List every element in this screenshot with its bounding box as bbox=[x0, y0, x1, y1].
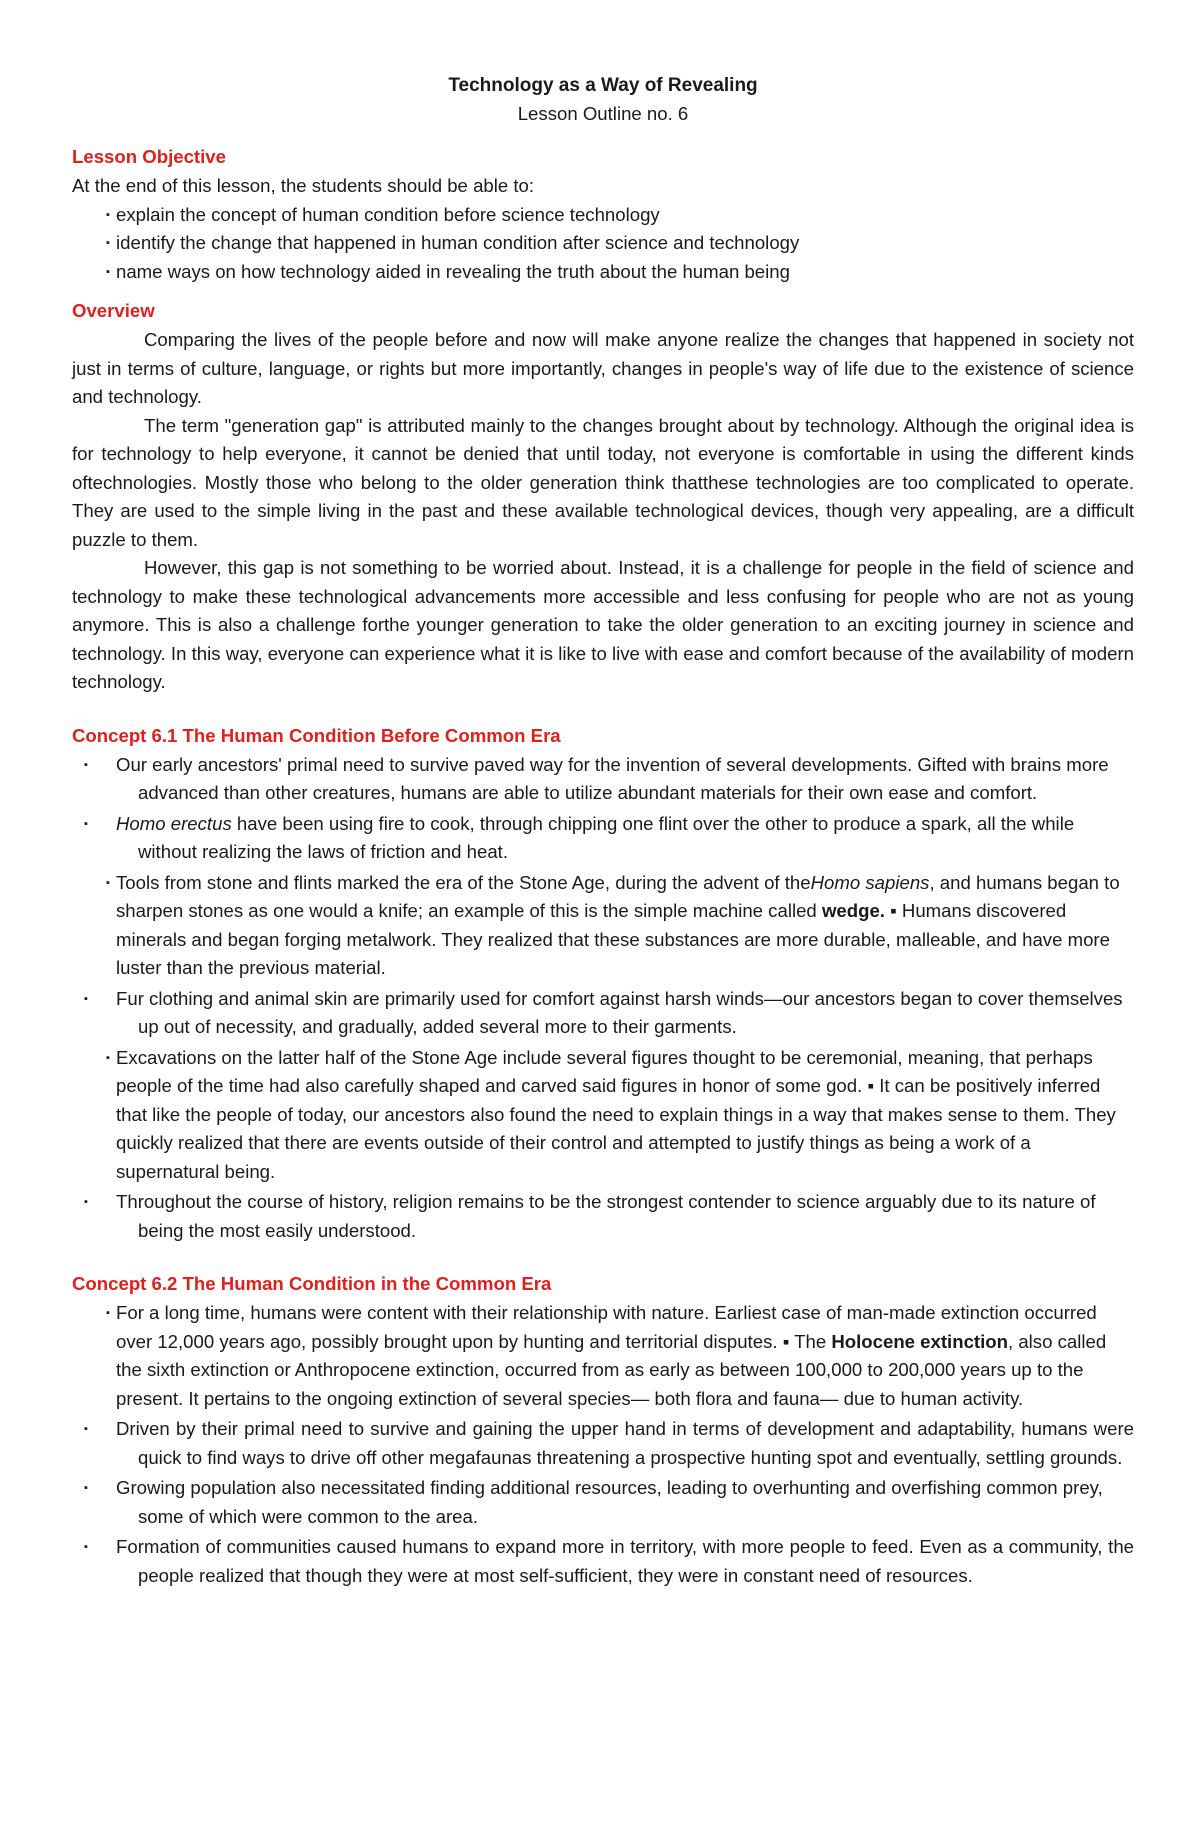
item-text: ▪ Humans discovered minerals and began forging metalwork. They realized that these substances are more durable, malleable, and have more luster than the previous material. bbox=[116, 900, 1110, 978]
overview-heading: Overview bbox=[72, 300, 155, 321]
objective-intro: At the end of this lesson, the students should be able to: bbox=[72, 175, 535, 196]
concept-6-2-list bbox=[72, 1299, 1134, 1590]
objective-item: ▪ name ways on how technology aided in revealing the truth about the human being bbox=[106, 258, 1134, 287]
concept-6-1-item: ▪ Throughout the course of history, religion remains to be the strongest contender to science arguably due to its nature of being the most easily understood. bbox=[106, 1188, 1134, 1245]
concept-6-2-item bbox=[106, 1299, 1134, 1413]
item-text: Tools from stone and flints marked the era of the Stone Age, during the advent of the bbox=[116, 871, 811, 893]
concept-6-2-item: ▪ Driven by their primal need to survive and gaining the upper hand in terms of development and adaptability, humans were quick to find ways to drive off other megafaunas threatening a prospective hunting spot and eventually, settling grounds. bbox=[106, 1415, 1134, 1472]
key-term: Holocene extinction bbox=[831, 1330, 1008, 1352]
document-subtitle: Lesson Outline no. 6 bbox=[517, 103, 689, 124]
species-name: Homo sapiens bbox=[810, 871, 930, 893]
concept-6-1-item: ▪ Our early ancestors' primal need to survive paved way for the invention of several developments. Gifted with brains more advanced than other creatures, humans are able to utilize abundant materials for their own ease and comfort. bbox=[106, 751, 1134, 808]
objective-list bbox=[72, 201, 1134, 287]
key-term: wedge. bbox=[821, 900, 885, 921]
item-text: For a long time, humans were content with their relationship with nature. Earliest case of man-made extinction occurred over 12,000 years ago, possibly brought upon by hunting and territorial disputes. ▪ The bbox=[116, 1302, 1097, 1352]
item-text: , and humans began to sharpen stones as one would a knife; an example of this is the simple machine called bbox=[116, 871, 1120, 921]
objective-item: ▪ explain the concept of human condition before science technology bbox=[106, 201, 1134, 230]
concept-6-1-list bbox=[72, 751, 1134, 1246]
objective-item: ▪ identify the change that happened in human condition after science and technology bbox=[106, 229, 1134, 258]
concept-6-2-item: ▪ Formation of communities caused humans to expand more in territory, with more people to feed. Even as a community, the people realized that though they were at most self-sufficient, they were in constant need of resources. bbox=[106, 1533, 1134, 1590]
concept-6-2-item: ▪ Growing population also necessitated finding additional resources, leading to overhunting and overfishing common prey, some of which were common to the area. bbox=[106, 1474, 1134, 1531]
concept-6-1-item: ▪ Fur clothing and animal skin are primarily used for comfort against harsh winds—our ancestors began to cover themselves up out of necessity, and gradually, added several more to their garments. bbox=[106, 985, 1134, 1042]
species-name: Homo erectus bbox=[116, 812, 232, 834]
overview-paragraph: Comparing the lives of the people before and now will make anyone realize the changes that happened in society not just in terms of culture, language, or rights but more importantly, changes in people's way of life due to the existence of science and technology. bbox=[72, 329, 1134, 407]
overview-paragraph: The term "generation gap" is attributed mainly to the changes brought about by technology. Although the original idea is for technology to help everyone, it cannot be denied that until today, not everyone is comfortable in using the different kinds oftechnologies. Mostly those who belong to the older generation think thatthese technologies are too complicated to operate. They are used to the simple living in the past and these available technological devices, though very appealing, are a difficult puzzle to them. bbox=[72, 414, 1134, 550]
item-text: , also called the sixth extinction or Anthropocene extinction, occurred from as early as between 100,000 to 200,000 years up to the present. It pertains to the ongoing extinction of several species— both flora and fauna— due to human activity. bbox=[116, 1330, 1107, 1409]
overview-paragraph: However, this gap is not something to be worried about. Instead, it is a challenge for people in the field of science and technology to make these technological advancements more accessible and less confusing for people who are not as young anymore. This is also a challenge forthe younger generation to take the older generation to an exciting journey in science and technology. In this way, everyone can experience what it is like to live with ease and comfort because of the availability of modern technology. bbox=[72, 557, 1134, 692]
concept-6-1-item bbox=[106, 810, 1134, 867]
document-title: Technology as a Way of Revealing bbox=[448, 75, 758, 96]
lesson-objective-heading: Lesson Objective bbox=[72, 146, 226, 167]
concept-6-2-heading: Concept 6.2 The Human Condition in the Common Era bbox=[72, 1273, 552, 1294]
concept-6-1-heading: Concept 6.1 The Human Condition Before Common Era bbox=[72, 724, 561, 746]
concept-6-1-item bbox=[106, 869, 1134, 983]
concept-6-1-item: ▪ Excavations on the latter half of the Stone Age include several figures thought to be ceremonial, meaning, that perhaps people of the time had also carefully shaped and carved said figures in honor of some god. ▪ It can be positively inferred that like the people of today, our ancestors also found the need to explain things in a way that makes sense to them. They quickly realized that there are events outside of their control and attempted to justify things as being a work of a supernatural being. bbox=[106, 1044, 1134, 1187]
item-text: have been using fire to cook, through chipping one flint over the other to produce a spark, all the while without realizing the laws of friction and heat. bbox=[138, 812, 1075, 862]
